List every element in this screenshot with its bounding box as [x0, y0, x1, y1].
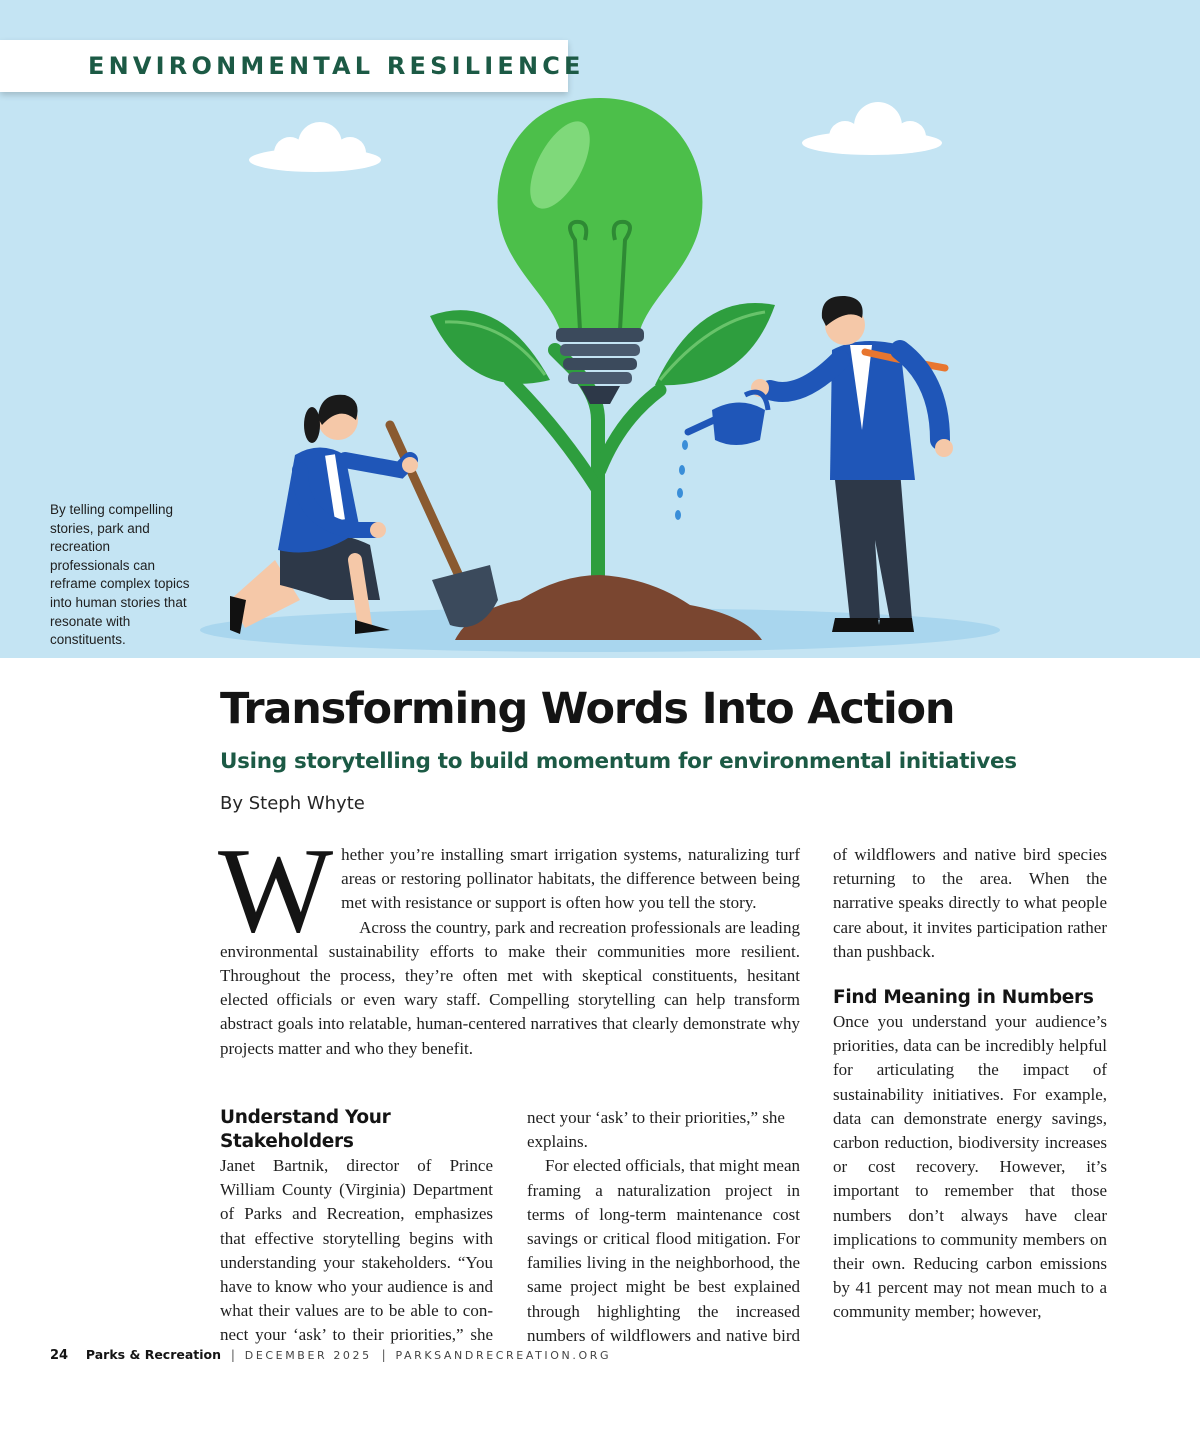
intro-column [218, 823, 800, 1061]
stakeholders-paragraph-1: Janet Bartnik, director of Prince William County (Virginia) Department of Parks and Recreation, emphasizes that effective storytelling begins with understanding your stakeholders. “You have to know who your audience is and what their values are to be able to connect your ‘ask’ to their priorities,” she [220, 1156, 493, 1345]
cloud-icon [802, 102, 942, 155]
hero-illustration [0, 0, 1200, 658]
intro-paragraph-2: Across the country, park and recreation professionals are leading environmental sustainability efforts to make their communities more resilient. Throughout the process, they’re often met with skeptical constituents, hesitant elected officials or even wary staff. Compelling storytelling can help transform abstract goals into relatable, human-centered narratives that clearly demonstrate why projects matter and who they benefit. [220, 917, 800, 1058]
section-heading-numbers: Find Meaning in Numbers [833, 987, 1094, 1009]
drop-cap: W [218, 823, 334, 958]
footer-separator: | [381, 1348, 386, 1362]
article-subtitle: Using storytelling to build momentum for environmental initiatives [220, 749, 1017, 774]
page-number: 24 [50, 1348, 69, 1363]
website-link[interactable]: PARKSANDRECREATION.ORG [395, 1349, 612, 1362]
section-tag: ENVIRONMENTAL RESILIENCE [88, 52, 585, 80]
magazine-name: Parks & Recreation [85, 1347, 222, 1362]
intro-paragraph-1: hether you’re installing smart irrigation systems, naturalizing turf areas or restoring pollinator habitats, the difference between being met with resistance or support is often how you tell the story. [341, 845, 800, 913]
section-heading-stakeholders: Understand Your Stakeholders [220, 1107, 391, 1152]
stakeholders-paragraph-1-cont: nect your ‘ask’ to their priorities,” she explains. [527, 1108, 785, 1152]
woman-figure [230, 395, 498, 634]
section-tag-box [0, 40, 585, 92]
stakeholders-paragraph-2-cont: of wildflowers and native bird species returning to the area. When the narrative speaks directly to what people care about, it invites participation rather than pushback. [833, 845, 1107, 961]
footer-separator: | [230, 1348, 235, 1362]
page-footer [50, 1347, 611, 1363]
numbers-paragraph-1: Once you understand your audience’s priorities, data can be incredibly helpful for articulating the impact of sustainability initiatives. For example, data can demonstrate energy savings, carbon reduction, biodiversity increases or cost recovery. However, it’s important to remember that those numbers don’t always have clear implications to community members on their own. Reducing carbon emissions by 41 percent may not mean much to a community member; however, [833, 1012, 1107, 1322]
issue-date: DECEMBER 2025 [244, 1349, 372, 1362]
stakeholders-paragraph-2: For elected officials, that might mean framing a naturalization project in terms of long-term maintenance cost savings or critical flood mitigation. For families living in the neighborhood, the same project might be best explained through highlighting the increased numbers of wildflowers and native bird [527, 1156, 800, 1345]
water-drops [675, 440, 688, 520]
body-column-3 [833, 843, 1107, 1325]
byline: By Steph Whyte [220, 793, 365, 814]
article-title: Transforming Words Into Action [220, 684, 955, 734]
cloud-icon [249, 122, 381, 172]
body-column-2 [527, 1106, 800, 1348]
image-caption: By telling compelling stories, park and recreation professionals can reframe complex topics into human stories that resonate with constituents. [50, 502, 190, 648]
body-column-1 [220, 1106, 493, 1348]
